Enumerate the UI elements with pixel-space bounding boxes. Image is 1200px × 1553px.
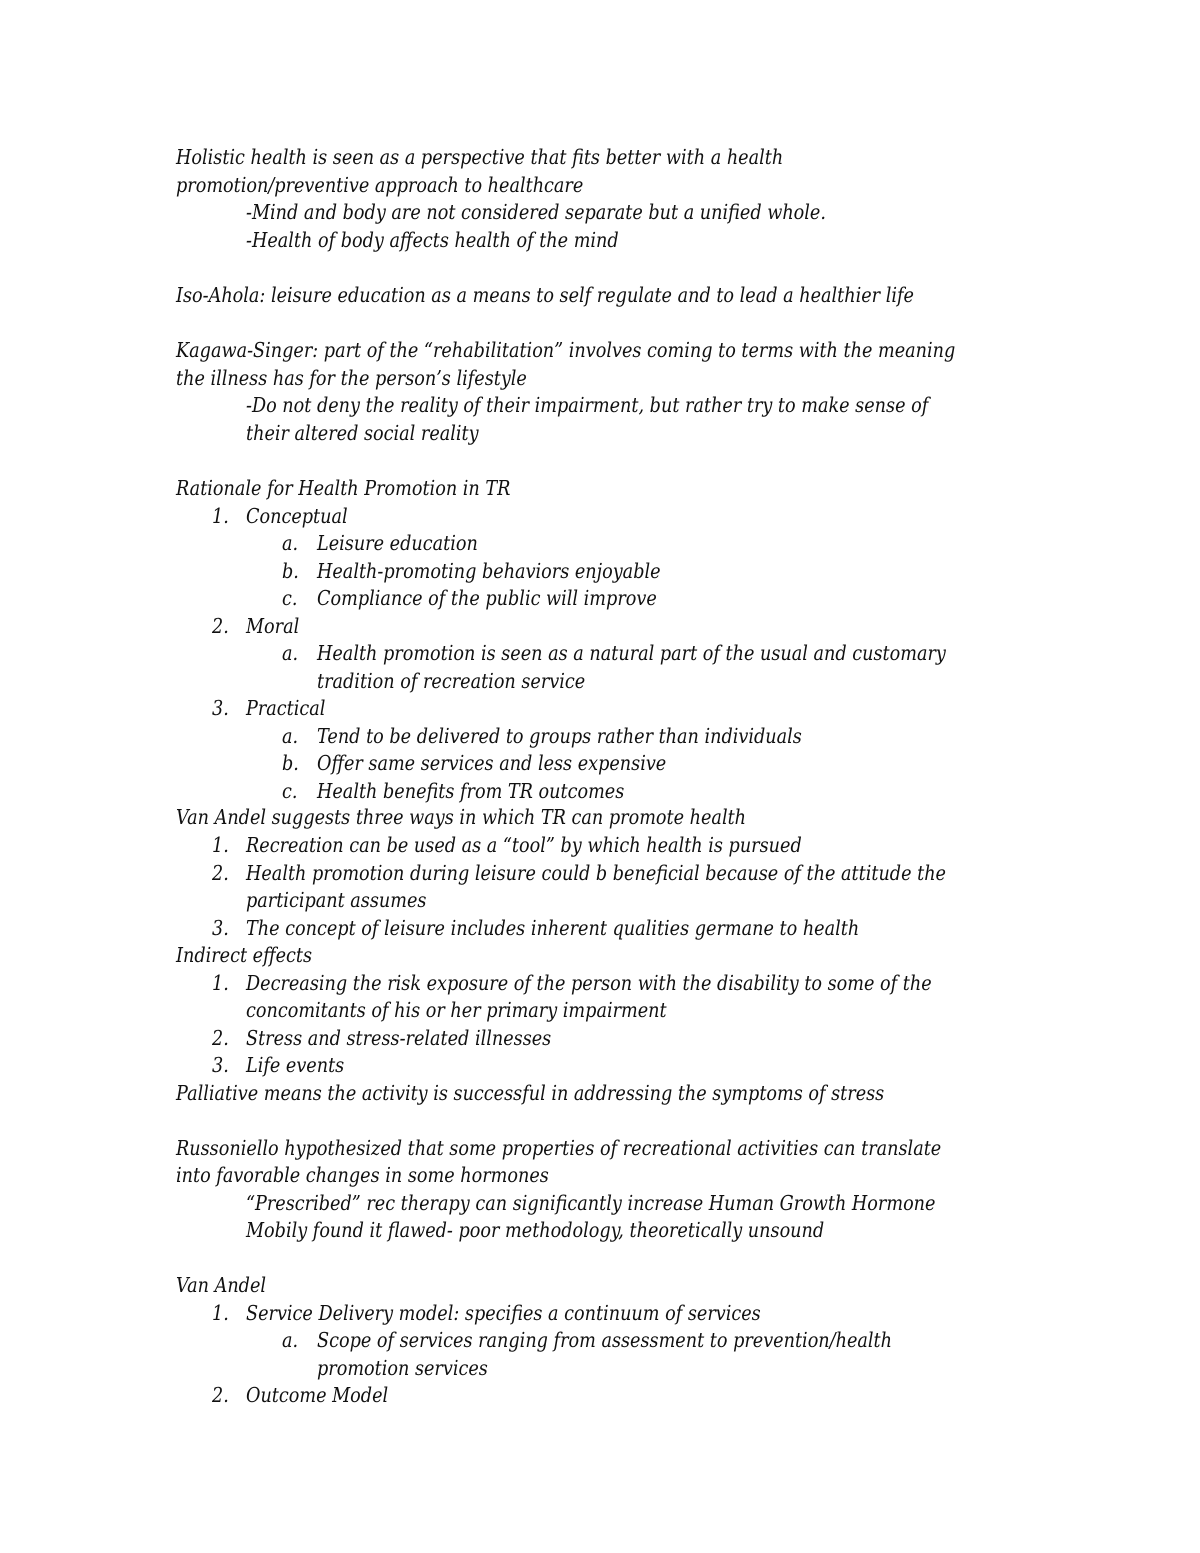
list-item: Conceptual [246, 504, 348, 528]
sub-list-item: Scope of services ranging from assessment to prevention/health [317, 1328, 892, 1352]
indented-line: -Mind and body are not considered separate but a unified whole. [246, 200, 826, 224]
list-item: Stress and stress-related illnesses [246, 1026, 552, 1050]
list-letter: a. [282, 724, 299, 748]
list-number: 1. [212, 971, 229, 995]
list-letter: a. [282, 641, 299, 665]
list-item: Outcome Model [246, 1383, 389, 1407]
list-number: 2. [212, 861, 229, 885]
sub-list-item: Offer same services and less expensive [317, 751, 667, 775]
paragraph-line: Palliative means the activity is successful in addressing the symptoms of stress [176, 1081, 885, 1105]
list-letter: c. [282, 586, 298, 610]
sub-list-item-continuation: promotion services [317, 1356, 488, 1380]
section-heading: Indirect effects [176, 943, 313, 967]
sub-list-item-continuation: tradition of recreation service [317, 669, 586, 693]
list-number: 3. [212, 1053, 229, 1077]
sub-list-item: Leisure education [317, 531, 478, 555]
section-heading: Rationale for Health Promotion in TR [176, 476, 511, 500]
list-letter: a. [282, 531, 299, 555]
list-item: Life events [246, 1053, 345, 1077]
paragraph-line: into favorable changes in some hormones [176, 1163, 549, 1187]
list-item-continuation: concomitants of his or her primary impairment [246, 998, 667, 1022]
paragraph-line: Iso-Ahola: leisure education as a means to self regulate and to lead a healthier life [176, 283, 914, 307]
list-number: 3. [212, 696, 229, 720]
list-number: 2. [212, 1026, 229, 1050]
sub-list-item: Health promotion is seen as a natural part of the usual and customary [317, 641, 946, 665]
paragraph-line: Russoniello hypothesized that some properties of recreational activities can translate [176, 1136, 942, 1160]
sub-list-item: Health-promoting behaviors enjoyable [317, 559, 661, 583]
section-heading: Van Andel [176, 1273, 267, 1297]
list-number: 2. [212, 1383, 229, 1407]
indented-line: -Health of body affects health of the mind [246, 228, 619, 252]
paragraph-line: promotion/preventive approach to healthcare [176, 173, 584, 197]
paragraph-line: the illness has for the person’s lifestyle [176, 366, 527, 390]
list-number: 1. [212, 1301, 229, 1325]
list-number: 1. [212, 504, 229, 528]
indented-line: their altered social reality [246, 421, 479, 445]
list-letter: c. [282, 779, 298, 803]
indented-line: Mobily found it flawed- poor methodology, theoretically unsound [246, 1218, 825, 1242]
paragraph-line: Holistic health is seen as a perspective that fits better with a health [176, 145, 784, 169]
list-item: Practical [246, 696, 326, 720]
list-number: 3. [212, 916, 229, 940]
list-letter: b. [282, 559, 299, 583]
list-letter: b. [282, 751, 299, 775]
list-item: Health promotion during leisure could b beneficial because of the attitude the [246, 861, 946, 885]
indented-line: -Do not deny the reality of their impairment, but rather try to make sense of [246, 393, 929, 417]
list-item: Moral [246, 614, 300, 638]
list-letter: a. [282, 1328, 299, 1352]
list-item: The concept of leisure includes inherent qualities germane to health [246, 916, 860, 940]
list-item: Decreasing the risk exposure of the person with the disability to some of the [246, 971, 932, 995]
list-item: Recreation can be used as a “tool” by which health is pursued [246, 833, 802, 857]
list-item: Service Delivery model: specifies a continuum of services [246, 1301, 761, 1325]
list-number: 2. [212, 614, 229, 638]
sub-list-item: Tend to be delivered to groups rather than individuals [317, 724, 802, 748]
list-item-continuation: participant assumes [246, 888, 427, 912]
indented-line: “Prescribed” rec therapy can significantly increase Human Growth Hormone [246, 1191, 936, 1215]
paragraph-line: Kagawa-Singer: part of the “rehabilitation” involves coming to terms with the meaning [176, 338, 956, 362]
list-number: 1. [212, 833, 229, 857]
sub-list-item: Compliance of the public will improve [317, 586, 657, 610]
sub-list-item: Health benefits from TR outcomes [317, 779, 625, 803]
section-heading: Van Andel suggests three ways in which TR can promote health [176, 805, 747, 829]
